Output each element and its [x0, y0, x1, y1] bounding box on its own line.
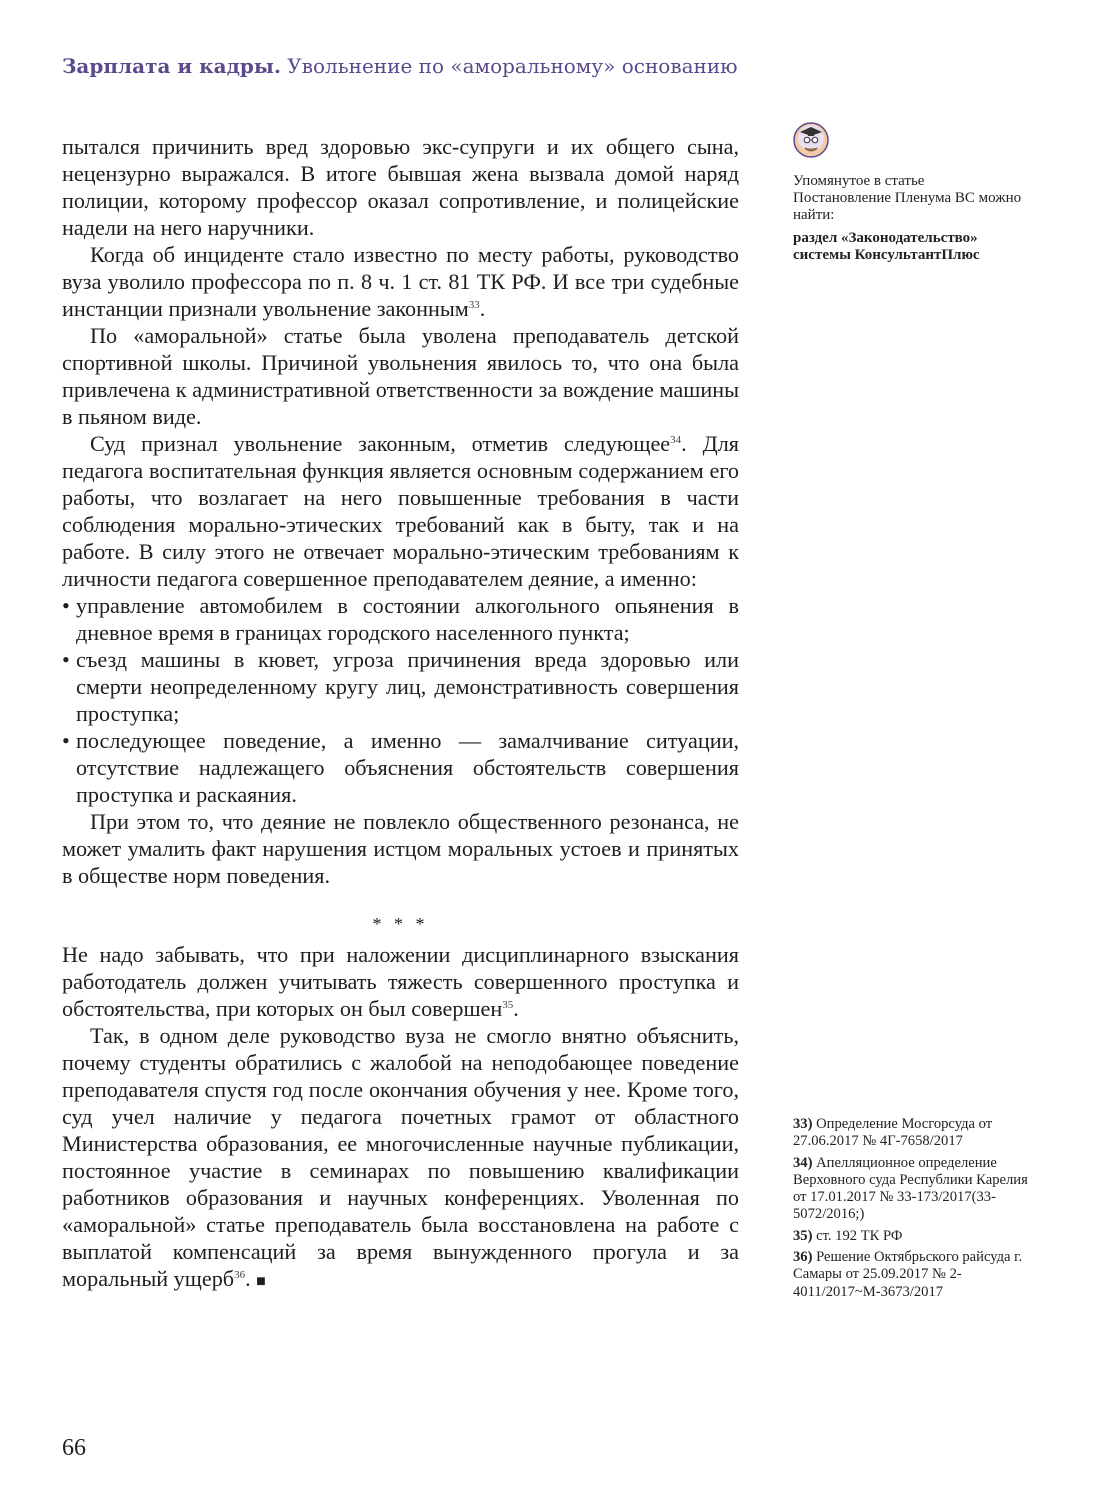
article-title: Увольнение по «аморальному» основанию — [287, 54, 738, 78]
section-title: Зарплата и кадры. — [62, 54, 281, 78]
paragraph: Суд признал увольнение законным, отметив следующее$^{34}$. Для педагога воспитательная функция является основным содержанием его работы, что возлагает на него повышенные требования в части соблюдения морально-этических требований как в быту, так и на работе. В силу этого не отвечает морально-этическим требованиям к личности педагога совершенное преподавателем деяние, а именно: — [62, 431, 739, 591]
end-mark-icon: ■ — [256, 1273, 266, 1290]
scholar-avatar-icon — [793, 122, 829, 158]
section-separator: * * * — [372, 914, 429, 934]
footnote-ref: 35 — [502, 999, 514, 1011]
bullet-icon: • — [62, 647, 70, 672]
paragraph: Когда об инциденте стало известно по месту работы, руководство вуза уволило профессора по п. 8 ч. 1 ст. 81 ТК РФ. И все три судебные инстанции признали увольнение законным$^{33}$. — [62, 242, 739, 321]
bullet-icon: • — [62, 728, 70, 753]
footnote-ref: 33 — [468, 299, 480, 311]
list-item: • съезд машины в кювет, угроза причинения вреда здоровью или смерти неопределенному кругу лиц, демонстративность совершения проступка; — [62, 647, 739, 726]
footnote-ref: 34 — [670, 434, 682, 446]
footnotes — [793, 1116, 1033, 1305]
paragraph: Так, в одном деле руководство вуза не смогло внятно объяснить, почему студенты обратились с жалобой на неподобающее поведение преподавателя спустя год после окончания обучения у нее. Кроме того, суд учел наличие у педагога почетных грамот от областного Министерства образования, ее многочисленные научные публикации, постоянное участие в семинарах по повышению квалификации работников образования и научных конференциях. Уволенная по «аморальной» статье преподаватель была восстановлена на работе с выплатой компенсаций за время вынужденного прогула и за моральный ущерб$^{36}$. ■ — [62, 1023, 739, 1291]
footnote: 33) Определение Мосгорсуда от 27.06.2017 № 4Г-7658/2017 — [793, 1116, 993, 1150]
footnote-ref: 36 — [234, 1269, 246, 1281]
bullet-list — [62, 592, 739, 808]
sidebar-note — [793, 122, 1023, 264]
footnote: 34) Апелляционное определение Верховного суда Республики Карелия от 17.01.2017 № 33-173/2017(33-5072/2016;) — [793, 1154, 1028, 1223]
paragraph: Не надо забывать, что при наложении дисциплинарного взыскания работодатель должен учитывать тяжесть совершенного проступка и обстоятельства, при которых он был совершен$^{35}$. — [62, 942, 739, 1021]
footnote: 36) Решение Октябрьского райсуда г. Самары от 25.09.2017 № 2-4011/2017~М-3673/2017 — [793, 1249, 1023, 1300]
page-number: 66 — [62, 1435, 86, 1461]
list-item: • последующее поведение, а именно — замалчивание ситуации, отсутствие надлежащего объяснения обстоятельств совершения проступка и раскаяния. — [62, 728, 739, 807]
footnote: 35) ст. 192 ТК РФ — [793, 1227, 903, 1244]
bullet-icon: • — [62, 593, 70, 618]
article-body — [62, 133, 739, 1295]
paragraph: По «аморальной» статье была уволена преподаватель детской спортивной школы. Причиной увольнения явилось то, что она была привлечена к административной ответственности за вождение машины в пьяном виде. — [62, 323, 739, 429]
running-head — [62, 54, 738, 78]
sidebar-source: раздел «Законодательство» системы КонсультантПлюс — [793, 230, 980, 263]
list-item: • управление автомобилем в состоянии алкогольного опьянения в дневное время в границах городского населенного пункта; — [62, 593, 739, 645]
sidebar-text: Упомянутое в статье Постановление Пленума ВС можно найти: — [793, 173, 1022, 223]
paragraph: При этом то, что деяние не повлекло общественного резонанса, не может умалить факт нарушения истцом моральных устоев и принятых в обществе норм поведения. — [62, 809, 739, 888]
paragraph: пытался причинить вред здоровью экс-супруги и их общего сына, нецензурно выражался. В итоге бывшая жена вызвала домой наряд полиции, которому профессор оказал сопротивление, и полицейские надели на него наручники. — [62, 134, 739, 240]
